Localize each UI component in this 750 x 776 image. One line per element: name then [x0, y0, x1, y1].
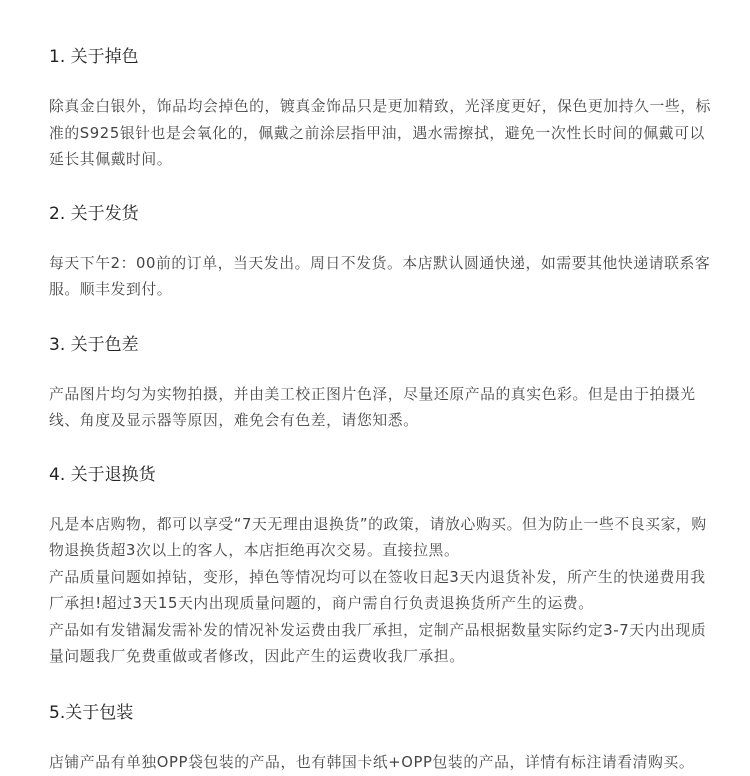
section-fading	[49, 42, 712, 174]
section-body	[49, 94, 712, 174]
paragraph: 每天下午2：00前的订单，当天发出。周日不发货。本店默认圆通快递，如需要其他快递请联系客服。顺丰发到付。	[49, 251, 712, 304]
section-body	[49, 750, 712, 776]
section-title: 5.关于包装	[49, 698, 712, 728]
section-title: 2. 关于发货	[49, 199, 712, 229]
section-title: 3. 关于色差	[49, 330, 712, 360]
paragraph: 凡是本店购物，都可以享受“7天无理由退换货”的政策，请放心购买。但为防止一些不良买家，购物退换货超3次以上的客人，本店拒绝再次交易。直接拉黑。	[49, 512, 712, 565]
section-shipping	[49, 199, 712, 304]
paragraph: 产品如有发错漏发需补发的情况补发运费由我厂承担，定制产品根据数量实际约定3-7天内出现质量问题我厂免费重做或者修改，因此产生的运费收我厂承担。	[49, 618, 712, 671]
section-body	[49, 512, 712, 671]
section-packaging	[49, 698, 712, 776]
paragraph: 产品图片均匀为实物拍摄，并由美工校正图片色泽，尽量还原产品的真实色彩。但是由于拍摄光线、角度及显示器等原因，难免会有色差，请您知悉。	[49, 382, 712, 435]
paragraph: 产品质量问题如掉钻，变形，掉色等情况均可以在签收日起3天内退货补发，所产生的快递费用我厂承担!超过3天15天内出现质量问题的，商户需自行负责退换货所产生的运费。	[49, 565, 712, 618]
section-color-difference	[49, 330, 712, 435]
section-body	[49, 382, 712, 435]
section-body	[49, 251, 712, 304]
paragraph: 除真金白银外，饰品均会掉色的，镀真金饰品只是更加精致，光泽度更好，保色更加持久一些，标准的S925银针也是会氧化的，佩戴之前涂层指甲油，遇水需擦拭，避免一次性长时间的佩戴可以延长其佩戴时间。	[49, 94, 712, 174]
section-returns	[49, 460, 712, 671]
section-title: 1. 关于掉色	[49, 42, 712, 72]
paragraph: 店铺产品有单独OPP袋包装的产品，也有韩国卡纸+OPP包装的产品，详情有标注请看清购买。	[49, 750, 712, 776]
section-title: 4. 关于退换货	[49, 460, 712, 490]
